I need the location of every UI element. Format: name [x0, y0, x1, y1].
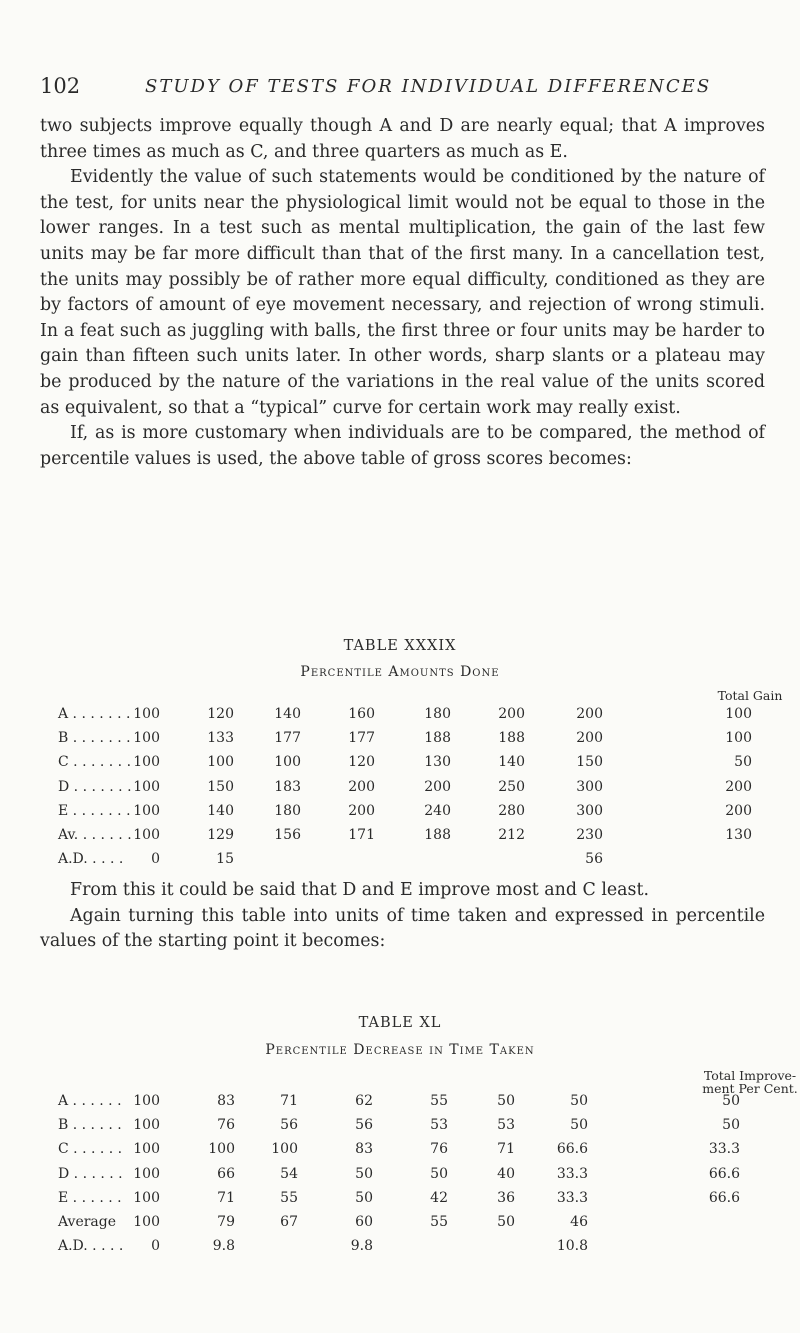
- table-row: [0, 1190, 800, 1214]
- table-40-total-header: [700, 1069, 800, 1095]
- table-cell: 55: [430, 1093, 448, 1109]
- paragraph-again: Again turning this table into units of time taken and expressed in percentile values of the starting point it becomes:: [40, 905, 765, 952]
- table-cell: 100: [133, 802, 160, 819]
- table-cell: 56: [585, 851, 603, 868]
- table-cell: 79: [217, 1214, 235, 1230]
- table-cell: 53: [430, 1117, 448, 1134]
- table-cell: 9.8: [212, 1238, 235, 1255]
- table-cell: 156: [274, 827, 301, 843]
- table-cell: 180: [274, 802, 301, 819]
- row-label: C . . . . . .: [58, 1141, 123, 1158]
- table-cell: 100: [274, 754, 301, 771]
- running-head: STUDY OF TESTS FOR INDIVIDUAL DIFFERENCES: [145, 76, 712, 97]
- table-cell: 9.8: [350, 1238, 373, 1255]
- table-row: [0, 1238, 800, 1262]
- table-row: [0, 706, 800, 730]
- table-cell: 100: [133, 706, 160, 722]
- table-cell: 140: [207, 802, 234, 819]
- table-row: [0, 779, 800, 803]
- table-cell: 200: [348, 778, 375, 795]
- table-cell: 177: [348, 730, 375, 747]
- row-label: E . . . . . . .: [58, 802, 131, 819]
- table-cell: 33.3: [708, 1141, 740, 1158]
- row-label: B . . . . . .: [58, 1117, 122, 1134]
- table-cell: 130: [725, 827, 752, 843]
- body-text-top: [40, 114, 765, 472]
- table-cell: 46: [570, 1214, 588, 1230]
- table-cell: 50: [430, 1165, 448, 1182]
- table-cell: 177: [274, 730, 301, 747]
- row-label: A . . . . . . .: [58, 706, 131, 722]
- table-cell: 100: [133, 1214, 160, 1230]
- table-cell: 120: [207, 706, 234, 722]
- table-40-title: TABLE XL: [358, 1015, 442, 1031]
- table-cell: 56: [280, 1117, 298, 1134]
- row-label: D . . . . . . .: [58, 778, 132, 795]
- row-label: Average: [58, 1214, 117, 1230]
- row-label: A.D. . . . .: [58, 1238, 124, 1255]
- table-cell: 100: [133, 778, 160, 795]
- table-cell: 120: [348, 754, 375, 771]
- table-cell: 280: [498, 802, 525, 819]
- table-cell: 150: [576, 754, 603, 771]
- table-cell: 71: [497, 1141, 515, 1158]
- table-cell: 71: [280, 1093, 298, 1109]
- table-cell: 188: [498, 730, 525, 747]
- table-cell: 100: [133, 1093, 160, 1109]
- table-cell: 50: [570, 1117, 588, 1134]
- table-cell: 100: [133, 1141, 160, 1158]
- table-cell: 129: [207, 827, 234, 843]
- table-cell: 100: [725, 730, 752, 747]
- table-cell: 76: [217, 1117, 235, 1134]
- table-cell: 50: [734, 754, 752, 771]
- table-row: [0, 1093, 800, 1117]
- table-row: [0, 851, 800, 875]
- table-cell: 42: [430, 1189, 448, 1206]
- table-cell: 212: [498, 827, 525, 843]
- table-cell: 54: [280, 1165, 298, 1182]
- table-cell: 36: [497, 1189, 515, 1206]
- table-cell: 100: [725, 706, 752, 722]
- table-cell: 100: [207, 754, 234, 771]
- table-cell: 50: [722, 1117, 740, 1134]
- row-label: D . . . . . .: [58, 1165, 123, 1182]
- table-cell: 140: [498, 754, 525, 771]
- table-row: [0, 1166, 800, 1190]
- table-39-total-header: Total Gain: [717, 688, 783, 703]
- table-39-title: TABLE XXXIX: [343, 638, 457, 654]
- body-text-middle: [40, 878, 765, 955]
- table-cell: 100: [133, 754, 160, 771]
- table-cell: 100: [271, 1141, 298, 1158]
- paragraph-percentile: If, as is more customary when individuals are to be compared, the method of percentile values is used, the above table of gross scores becomes:: [40, 423, 765, 469]
- table-cell: 83: [355, 1141, 373, 1158]
- table-cell: 150: [207, 778, 234, 795]
- table-cell: 15: [216, 851, 234, 868]
- table-cell: 200: [424, 778, 451, 795]
- table-cell: 200: [348, 802, 375, 819]
- table-cell: 0: [151, 851, 160, 868]
- row-label: A . . . . . .: [58, 1093, 122, 1109]
- table-cell: 140: [274, 706, 301, 722]
- table-cell: 83: [217, 1093, 235, 1109]
- table-cell: 188: [424, 730, 451, 747]
- table-40-total-header-line2: ment Per Cent.: [702, 1081, 798, 1096]
- table-cell: 71: [217, 1189, 235, 1206]
- table-cell: 50: [355, 1165, 373, 1182]
- paragraph-evidently: Evidently the value of such statements would be conditioned by the nature of the test, for units near the physiological limit would not be equal to those in the lower ranges. In a test such as mental multiplication, the gain of the last few units may be far more difficult than that of the first many. In a cancellation test, the units may possibly be of rather more equal difficulty, conditioned as they are by factors of amount of eye movement necessary, and rejection of wrong stimuli. In a feat such as juggling with balls, the first three or four units may be harder to gain than fifteen such units later. In other words, sharp slants or a plateau may be produced by the nature of the variations in the real value of the units scored as equivalent, so that a “typical” curve for certain work may really exist.: [40, 167, 765, 418]
- table-cell: 67: [280, 1214, 298, 1230]
- table-cell: 230: [576, 827, 603, 843]
- table-row: [0, 827, 800, 851]
- table-cell: 50: [497, 1214, 515, 1230]
- table-cell: 100: [133, 1189, 160, 1206]
- table-39-subtitle: Percentile Amounts Done: [300, 664, 500, 680]
- table-cell: 200: [725, 778, 752, 795]
- table-cell: 0: [151, 1238, 160, 1255]
- table-cell: 133: [207, 730, 234, 747]
- table-cell: 250: [498, 778, 525, 795]
- page-header: [40, 74, 760, 104]
- table-cell: 160: [348, 706, 375, 722]
- table-cell: 66.6: [708, 1165, 740, 1182]
- table-cell: 66.6: [556, 1141, 588, 1158]
- table-row: [0, 803, 800, 827]
- table-cell: 55: [280, 1189, 298, 1206]
- table-cell: 50: [355, 1189, 373, 1206]
- table-cell: 50: [497, 1093, 515, 1109]
- row-label: C . . . . . . .: [58, 754, 132, 771]
- table-cell: 100: [133, 1117, 160, 1134]
- table-cell: 183: [274, 778, 301, 795]
- table-cell: 60: [355, 1214, 373, 1230]
- table-cell: 50: [722, 1093, 740, 1109]
- table-cell: 300: [576, 802, 603, 819]
- table-cell: 100: [133, 1165, 160, 1182]
- table-40-subtitle: Percentile Decrease in Time Taken: [265, 1042, 535, 1058]
- table-cell: 66.6: [708, 1189, 740, 1206]
- page-number: 102: [40, 74, 81, 98]
- table-cell: 56: [355, 1117, 373, 1134]
- table-row: [0, 1117, 800, 1141]
- table-cell: 33.3: [556, 1165, 588, 1182]
- row-label: A.D. . . . .: [58, 851, 124, 868]
- table-cell: 130: [424, 754, 451, 771]
- table-cell: 66: [217, 1165, 235, 1182]
- table-cell: 200: [725, 802, 752, 819]
- table-40-total-header-line1: Total Improve-: [703, 1068, 797, 1083]
- paragraph-conclusion: From this it could be said that D and E improve most and C least.: [70, 880, 649, 900]
- table-cell: 62: [355, 1093, 373, 1109]
- table-cell: 100: [133, 827, 160, 843]
- row-label: E . . . . . .: [58, 1189, 122, 1206]
- row-label: Av. . . . . . .: [58, 827, 132, 843]
- table-cell: 200: [576, 730, 603, 747]
- table-cell: 300: [576, 778, 603, 795]
- table-cell: 50: [570, 1093, 588, 1109]
- table-cell: 100: [208, 1141, 235, 1158]
- table-cell: 55: [430, 1214, 448, 1230]
- table-cell: 200: [576, 706, 603, 722]
- table-cell: 180: [424, 706, 451, 722]
- table-cell: 200: [498, 706, 525, 722]
- row-label: B . . . . . . .: [58, 730, 131, 747]
- table-row: [0, 1214, 800, 1238]
- table-cell: 240: [424, 802, 451, 819]
- table-cell: 40: [497, 1165, 515, 1182]
- table-row: [0, 730, 800, 754]
- table-cell: 100: [133, 730, 160, 747]
- table-cell: 53: [497, 1117, 515, 1134]
- table-cell: 188: [424, 827, 451, 843]
- intro-paragraph: two subjects improve equally though A and D are nearly equal; that A improves three times as much as C, and three quarters as much as E.: [40, 116, 765, 162]
- table-row: [0, 754, 800, 778]
- table-row: [0, 1141, 800, 1165]
- table-cell: 171: [348, 827, 375, 843]
- table-cell: 76: [430, 1141, 448, 1158]
- table-cell: 10.8: [556, 1238, 588, 1255]
- table-cell: 33.3: [556, 1189, 588, 1206]
